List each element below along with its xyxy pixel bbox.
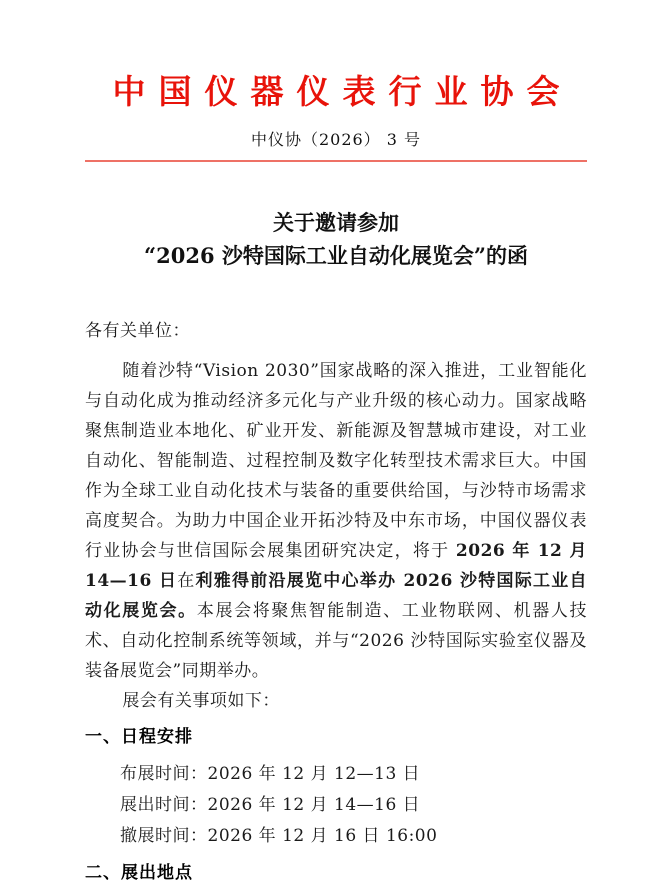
schedule-item-exhibition: 展出时间：2026 年 12 月 14—16 日 <box>120 795 421 815</box>
paragraph-segment: 随着沙特“Vision 2030”国家战略的深入推进，工业智能化与自动化成为推动经济多元化与产业升级的核心动力。国家战略聚焦制造业本地化、矿业开发、新能源及智慧城市建设，对工业自动化、智能制造、过程控制及数字化转型技术需求巨大。中国作为全球工业自动化技术与装备的重要供给国，与沙特市场需求高度契合。为助力中国企业开拓沙特及中东市场，中国仪器仪表行业协会与世信国际会展集团研究决定，将于 <box>85 361 587 561</box>
paragraph-segment-bold-dates: 2026 年 12 月 14—16 日 <box>85 541 587 591</box>
title-line-2: “2026 沙特国际工业自动化展览会”的函 <box>144 243 528 268</box>
intro-line: 展会有关事项如下： <box>122 691 280 711</box>
title-line-1: 关于邀请参加 <box>273 210 399 235</box>
schedule-item-setup: 布展时间：2026 年 12 月 12—13 日 <box>120 764 421 784</box>
org-name: 中国仪器仪表行业协会 <box>112 72 573 111</box>
paragraph-segment: 在 <box>177 571 196 591</box>
section-heading-schedule: 一、日程安排 <box>85 727 193 747</box>
letterhead <box>85 72 587 162</box>
main-paragraph <box>85 356 587 686</box>
schedule-item-dismantle: 撤展时间：2026 年 12 月 16 日 16:00 <box>120 826 438 846</box>
section-heading-venue: 二、展出地点 <box>85 863 193 883</box>
doc-number: 中仪协（2026） 3 号 <box>250 130 422 149</box>
schedule-list <box>85 759 587 852</box>
document-title <box>85 206 587 272</box>
paragraph-segment-bold-venue: 利雅得前沿展览中心举办 2026 沙特国际工业自动化展览会。 <box>85 571 588 621</box>
red-divider-line <box>85 160 587 162</box>
salutation: 各有关单位： <box>85 321 190 341</box>
paragraph-segment: 本展会将聚焦智能制造、工业物联网、机器人技术、自动化控制系统等领域，并与“2026 沙特国际实验室仪器及装备展览会”同期举办。 <box>85 601 588 681</box>
